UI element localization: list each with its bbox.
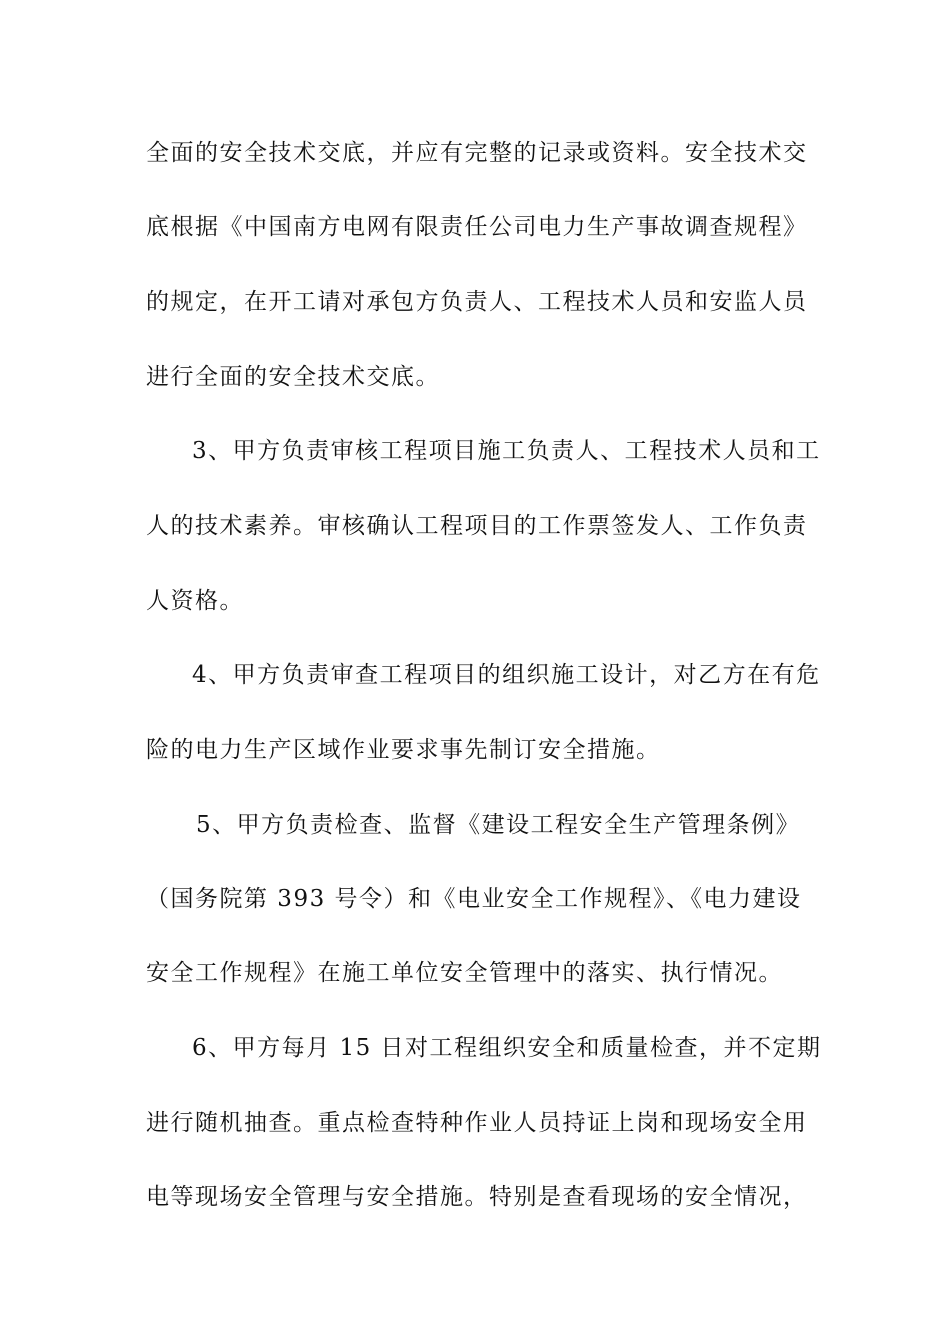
paragraph-line: 5、甲方负责检查、监督《建设工程安全生产管理条例》 — [196, 812, 801, 838]
paragraph-line: 6、甲方每月 15 日对工程组织安全和质量检查，并不定期 — [192, 1035, 822, 1061]
paragraph-line: 进行全面的安全技术交底。 — [146, 364, 440, 390]
paragraph-line: 安全工作规程》在施工单位安全管理中的落实、执行情况。 — [146, 960, 783, 986]
paragraph-line: 电等现场安全管理与安全措施。特别是查看现场的安全情况， — [146, 1184, 808, 1210]
paragraph-line: 全面的安全技术交底，并应有完整的记录或资料。安全技术交 — [146, 140, 808, 166]
paragraph-line: 人的技术素养。审核确认工程项目的工作票签发人、工作负责 — [146, 513, 808, 539]
paragraph-line: （国务院第 393 号令）和《电业安全工作规程》、《电力建设 — [146, 886, 802, 912]
paragraph-line: 的规定，在开工请对承包方负责人、工程技术人员和安监人员 — [146, 289, 808, 315]
paragraph-line: 人资格。 — [146, 588, 244, 614]
paragraph-line: 4、甲方负责审查工程项目的组织施工设计，对乙方在有危 — [192, 662, 821, 688]
paragraph-line: 进行随机抽查。重点检查特种作业人员持证上岗和现场安全用 — [146, 1110, 808, 1136]
paragraph-line: 底根据《中国南方电网有限责任公司电力生产事故调查规程》 — [146, 214, 808, 240]
paragraph-line: 险的电力生产区域作业要求事先制订安全措施。 — [146, 737, 661, 763]
paragraph-line: 3、甲方负责审核工程项目施工负责人、工程技术人员和工 — [192, 438, 821, 464]
